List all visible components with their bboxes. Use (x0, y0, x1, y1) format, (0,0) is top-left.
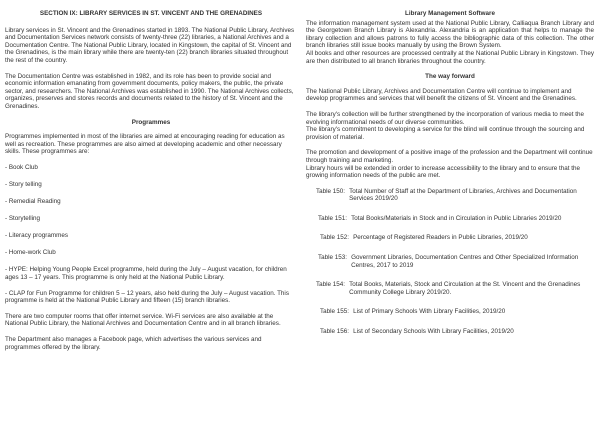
facebook-paragraph: The Department also manages a Facebook page, which advertises the various services and programmes offered by the library. (5, 336, 262, 351)
table-list-item (306, 281, 594, 296)
programme-list-item: - Home-work Club (5, 249, 56, 257)
documentation-centre-paragraph: The Documentation Centre was established in 1982, and its role has been to provide social and economic information emanating from government documents, policy makers, the public, the private sector, and researchers. The National Archives was established in 1990. The National Archives collects, organizes, preserves and stores records and documents related to the history of St. Vincent and the Grenadines. (5, 72, 294, 110)
table-title: Percentage of Registered Readers in Public Libraries, 2019/20 (353, 234, 528, 242)
table-title: Government Libraries, Documentation Centres and Other Specialized Information Centres, 2017 to 2019 (351, 254, 579, 269)
blind-service-paragraph: The library's commitment to developing a service for the blind will continue through the sourcing and provision of material. (306, 126, 585, 141)
programmes-intro-paragraph: Programmes implemented in most of the libraries are aimed at encouraging reading for education as well as recreation. These programmes are also aimed at developing academic and other necessary skills. These programmes are: (5, 133, 285, 156)
table-list-item (306, 215, 594, 223)
section-title: SECTION IX: LIBRARY SERVICES IN ST. VINCENT AND THE GRENADINES (39, 10, 263, 17)
promotion-paragraph: The promotion and development of a positive image of the profession and the Department will continue through training and marketing. (306, 149, 593, 164)
table-title: List of Primary Schools With Library Facilities, 2019/20 (353, 308, 506, 316)
table-label: Table 156: (320, 328, 350, 336)
programme-list-item: - Book Club (5, 163, 38, 171)
software-processing-paragraph: All books and other resources are processed centrally at the National Public Library in Kingstown. They are then distributed to all branch libraries throughout the country. (306, 49, 594, 65)
table-title: Total Books/Materials in Stock and in Circulation in Public Libraries 2019/20 (351, 214, 562, 222)
way-forward-heading: The way forward (425, 73, 475, 81)
hype-programme-item: - HYPE: Helping Young People Excel programme, held during the July – August vacation, for children ages 13 – 17 years. This programme is only held at the National Public Library. (5, 266, 287, 282)
table-title: Total Books, Materials, Stock and Circulation at the St. Vincent and the Grenadines Community College Library 2019/20. (349, 281, 581, 296)
table-label: Table 153: (318, 254, 348, 262)
clap-programme-item: - CLAP for Fun Programme for children 5 – 12 years, also held during the July – August vacation. This programme is held at the National Public Library and fifteen (15) branch libraries. (5, 289, 289, 305)
left-column (5, 10, 297, 359)
right-column (306, 10, 594, 348)
table-list-item (306, 308, 594, 316)
table-title: List of Secondary Schools With Library Facilities, 2019/20 (353, 328, 514, 336)
table-label: Table 151: (318, 214, 348, 222)
table-title: Total Number of Staff at the Department of Libraries, Archives and Documentation Services 2019/20 (349, 187, 577, 203)
programmes-heading: Programmes (131, 118, 171, 126)
intro-paragraph: Library services in St. Vincent and the Grenadines started in 1893. The National Public Library, Archives and Documentation Services network consists of twenty-three (22) libraries, a National Archives and a Documentation Centre. The National Public Library, located in Kingstown, the capital of St. Vincent and the Grenadines, is the main library while there are twenty-ten (22) branch libraries situated throughout the rest of the country. (5, 26, 295, 64)
table-list-item (306, 188, 594, 203)
programme-list-item: - Story telling (5, 181, 42, 188)
table-label: Table 152: (320, 234, 350, 242)
table-list-item (306, 254, 594, 269)
programme-list-item: - Storytelling (5, 215, 40, 223)
table-list-item (306, 328, 594, 336)
way-forward-paragraph: The National Public Library, Archives and Documentation Centre will continue to implement and develop programmes and services that will benefit the citizens of St. Vincent and the Grenadines. (306, 87, 577, 103)
table-list-item (306, 234, 594, 242)
table-label: Table 150: (316, 187, 346, 195)
library-hours-paragraph: Library hours will be extended in order to increase accessibility to the library and to ensure that the growing information needs of the public are met. (306, 164, 581, 180)
computer-rooms-paragraph: There are two computer rooms that offer internet service. Wi-Fi services are also available at the National Public Library, the National Archives and Documentation Centre and in all branch libraries. (5, 312, 281, 328)
software-paragraph: The information management system used at the National Public Library, Calliaqua Branch Library and the Georgetown Branch Library is Alexandria. Alexandria is an application that helps to manage the library collection and allows patrons to fully access the bibliographic data of this collection. The other branch libraries still issue books manually by using the Brown System. (306, 19, 594, 50)
programme-list-item: - Literacy programmes (5, 232, 68, 240)
programme-list-item: - Remedial Reading (5, 198, 61, 206)
table-label: Table 154: (316, 281, 346, 289)
software-heading: Library Management Software (405, 10, 495, 17)
table-label: Table 155: (320, 308, 350, 316)
collection-paragraph: The library's collection will be further strengthened by the incorporation of various media to meet the evolving informational needs of our diverse communities. (306, 110, 585, 126)
